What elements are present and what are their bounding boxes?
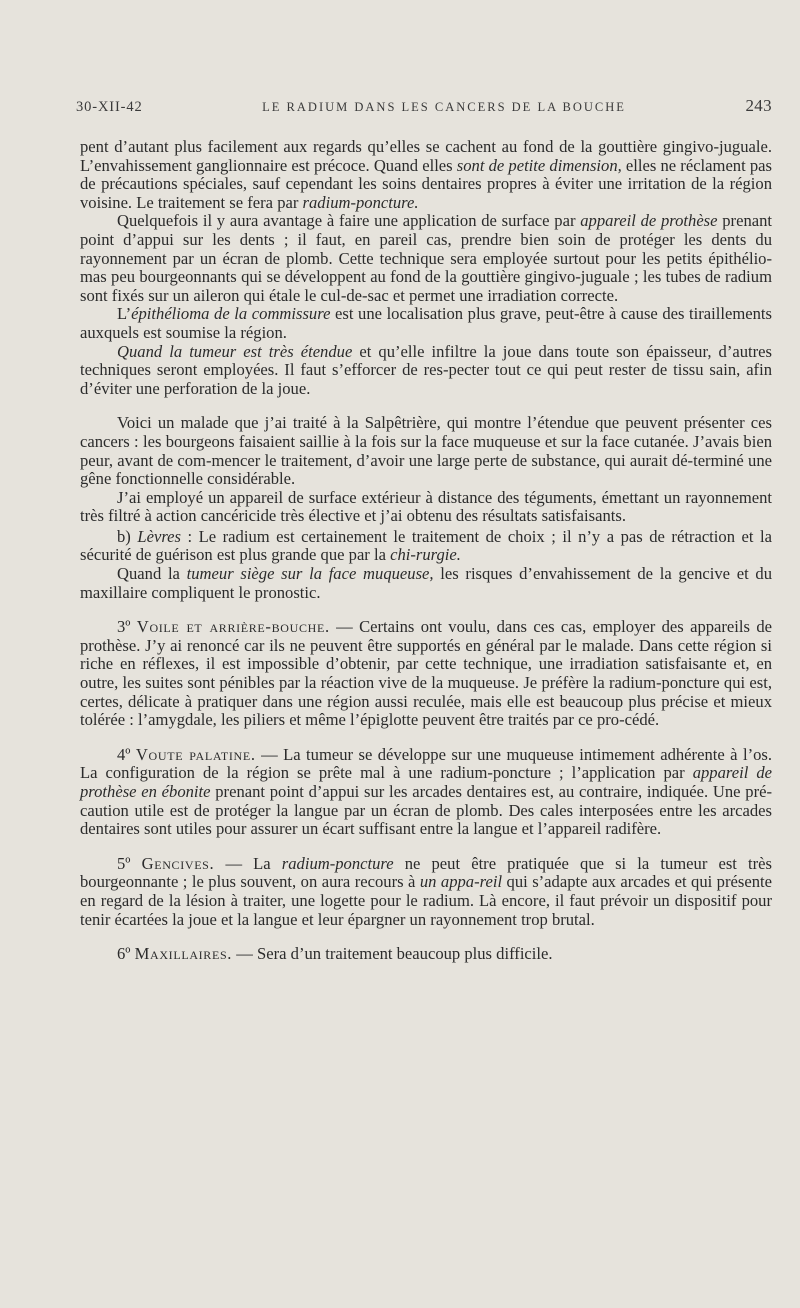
header-date: 30-XII-42 — [76, 99, 143, 115]
paragraph-11: 5º Gencives. — La radium-poncture ne peut être pratiquée que si la tumeur est très bourgeonnante ; le plus souvent, on aura recours à un appa-reil qui s’adapte aux arcades et qui présente en regard de la lésion à traiter, une logette pour le radium. Là encore, il faut prévoir un dispositif pour tenir écartées la joue et la langue et leur épargner un rayonnement trop brutal. — [80, 853, 772, 929]
header-title: LE RADIUM DANS LES CANCERS DE LA BOUCHE — [262, 100, 626, 114]
paragraph-7: b) Lèvres : Le radium est certainement le traitement de choix ; il n’y a pas de rétraction et la sécurité de guérison est plus grande que par la chi-rurgie. — [80, 526, 772, 565]
paragraph-1: pent d’autant plus facilement aux regards qu’elles se cachent au fond de la gouttière gingivo-juguale. L’envahissement ganglionnaire est précoce. Quand elles sont de petite dimension, elles ne réclament pas de précautions spéciales, sauf cependant les soins dentaires propres à éviter une irritation de la région voisine. Le traitement se fera par radium-poncture. — [80, 137, 772, 212]
page-number: 243 — [745, 96, 772, 115]
paragraph-4: Quand la tumeur est très étendue et qu’elle infiltre la joue dans toute son épaisseur, d’autres techniques seront employées. Il faut s’efforcer de res-pecter tout ce qui peut rester de tissu sain, afin d’éviter une perforation de la joue. — [80, 341, 772, 398]
paragraph-3: L’épithélioma de la commissure est une localisation plus grave, peut-être à cause des tiraillements auxquels est soumise la région. — [80, 304, 773, 342]
paragraph-10: 4º Voute palatine. — La tumeur se développe sur une muqueuse intimement adhérente à l’os. La configuration de la région se prête mal à une radium-poncture ; l’application par appareil de prothèse en ébonite prenant point d’appui sur les arcades dentaires est, au contraire, indiquée. Une pré-caution utile est de protéger la langue par un écran de plomb. Des cales interposées entre les arcades dentaires sont utiles pour assurer un écart suffisant entre la langue et l’appareil radifère. — [80, 744, 772, 839]
paragraph-12: 6º Maxillaires. — Sera d’un traitement beaucoup plus difficile. — [117, 944, 553, 964]
paragraph-6: J’ai employé un appareil de surface extérieur à distance des téguments, émettant un rayonnement très filtré à action cancéricide très élective et j’ai obtenu des résultats satisfaisants. — [80, 487, 772, 526]
running-header — [76, 96, 772, 116]
paragraph-2: Quelquefois il y aura avantage à faire une application de surface par appareil de prothèse prenant point d’appui sur les dents ; il faut, en pareil cas, prendre bien soin de protéger les dents du rayonnement par un écran de plomb. Cette technique sera employée surtout pour les petits épithélio-mas peu bourgeonnants qui se développent au fond de la gouttière gingivo-juguale ; les tubes de radium sont fixés sur un aileron qui étale le cul-de-sac et permet une irradiation correcte. — [80, 211, 773, 305]
page-body — [80, 138, 772, 964]
paragraph-9: 3º Voile et arrière-bouche. — Certains ont voulu, dans ces cas, employer des appareils de prothèse. J’y ai renoncé car ils ne peuvent être supportés en général par le malade. Dans cette région si riche en réflexes, il est impossible d’obtenir, par cette technique, une irradiation satisfaisante et, en outre, les suites sont pénibles par la réaction vive de la muqueuse. Je préfère la radium-poncture qui est, certes, délicate à pratiquer dans une région aussi reculée, mais elle est beaucoup plus précise et mieux tolérée : l’amygdale, les piliers et même l’épiglotte peuvent être traités par ce pro-cédé. — [80, 617, 772, 730]
paragraph-8: Quand la tumeur siège sur la face muqueuse, les risques d’envahissement de la gencive et du maxillaire compliquent le pronostic. — [80, 564, 772, 602]
paragraph-5: Voici un malade que j’ai traité à la Salpêtrière, qui montre l’étendue que peuvent présenter ces cancers : les bourgeons faisaient saillie à la fois sur la face muqueuse et sur la face cutanée. J’avais bien peur, avant de com-mencer le traitement, d’avoir une large perte de substance, qui aurait dé-terminé une gêne fonctionnelle considérable. — [80, 413, 772, 489]
